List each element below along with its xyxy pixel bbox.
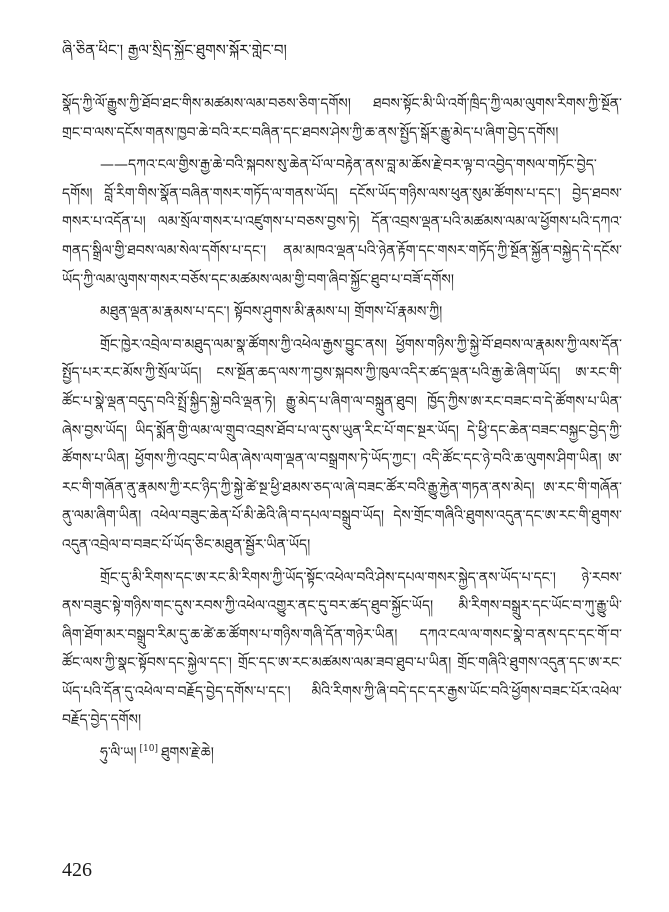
closing-text-after: ཐུགས་རྗེ་ཆེ། [160,745,214,762]
footnote-marker: [10] [139,744,158,755]
paragraph: སྣོད་ཀྱི་ལོ་རྒྱུས་ཀྱི་ཐོབ་ཐང་གིས་མཚམས་ལམ་བཅས་ཅིག་དགོས། ཐབས་སྟོང་མི་ཡི་འགོ་ཁྲིད་ཀྱི་ལམ་ལུགས་རིགས་ཀྱི་སྔོན་གྲང་བ་ལས་དངོས་གནས་ཁྱབ་ཆེ་བའི་རང་བཞིན་དང་ཐབས་ཤེས་ཀྱི་ཆ་ནས་སྤྱོད་སྒོར་རྒྱུ་མེད་པ་ཞིག་བྱེད་དགོས། [62,96,622,141]
body-text [62,90,622,772]
paragraph: གྲོང་དུ་མི་རིགས་དང་ཨ་རང་མི་རིགས་ཀྱི་ཡོད་སྟོང་འཕེལ་བའི་ཤེས་དཔལ་གསར་སྐྱེད་ནས་ཡོད་པ་དང་། ཉེ་རབས་ནས་བཟུང་སྟེ་གཉིས་གང་དུས་རབས་ཀྱི་འཕེལ་འགྱུར་ནང་དུ་བར་ཚད་ཐུབ་སྐྱོང་ཡོད། མི་རིགས་བསྒྲུར་དང་ཡོང་བ་ཀུ་རྒྱུ་ཡི་ཞིག་ཐོག་མར་བསྒྲུབ་རིམ་དུ་ཆ་ཚེ་ཆ་ཚོགས་པ་གཉིས་གཞི་དོན་གཉེར་ཡིན། དཀའ་ངལ་ལ་གསང་སྣེ་བ་ནས་དང་དང་གོ་བ་ཚོང་ལས་ཀྱི་སྣང་སྟོབས་དང་སྐྱེལ་དང་། གྲོང་དང་ཨ་རང་མཚམས་ལམ་ཟབ་ཐུབ་པ་ཡིན། གྲོང་གཞིའི་ཐུགས་འདུན་དང་ཨ་རང་ཡོད་པའི་དོན་དུ་འཕེལ་བ་བརྗོད་བྱེད་དགོས་པ་དང་། མིའི་རིགས་ཀྱི་ཞི་བདེ་དང་དར་རྒྱས་ཡོང་བའི་ཕྱོགས་བཟང་པོར་འཕེལ་བརྗོད་བྱེད་དགོས། [62,569,622,729]
paragraph: ——དཀའ་ངལ་གྱིས་རྒྱ་ཆེ་བའི་སྐབས་སུ་ཆེན་པོ་ལ་བརྟེན་ནས་བླ་མ་ཆོས་རྗེ་བར་ལྟ་བ་འབྱེད་གསལ་གཏོང་བྱེད་དགོས། བློ་རིག་གིས་སྣོན་བཞིན་གསར་གཏོད་ལ་གནས་ཡོད། དངོས་ཡོད་གཉིས་ལས་ཕུན་སུམ་ཚོགས་པ་དང་། བྱེད་ཐབས་གསར་པ་འདོན་པ། ལམ་སྲོལ་གསར་པ་འཛུགས་པ་བཅས་བྱས་ཏེ། དོན་འབྲས་ལྡན་པའི་མཚམས་ལམ་ལ་ཕྱོགས་པའི་དཀའ་གནད་སྒྲིལ་གྱི་ཐབས་ལམ་སེལ་དགོས་པ་དང་། ནམ་མཁའ་ལྡན་པའི་ཉེན་རྟོག་དང་གསར་གཏོད་ཀྱི་སྔོན་སྐྱོན་བསྐྱེད་དེ་དངོས་ཡོད་ཀྱི་ལམ་ལུགས་གསར་བཅོས་དང་མཚམས་ལམ་གྱི་བག་ཞིབ་སྐྱོང་ཐུབ་པ་བཟོ་དགོས། [62,157,622,288]
page-number: 426 [62,859,92,881]
paragraph: མཐུན་ལྡན་མ་རྣམས་པ་དང་། སྟོབས་ཤུགས་མི་རྣམས་པ། གྲོགས་པོ་རྣམས་ཀྱི། [100,304,443,321]
closing-line [62,739,622,768]
running-header: ཞི་ཅིན་ཕིང་། རྒྱལ་སྲིད་སྐྱོང་ཐུགས་སྐོར་གླེང་བ། [62,41,287,59]
paragraph: གྲོང་ཁྱེར་འབྲེལ་བ་མཐུད་ལམ་སྣ་ཚོགས་ཀྱི་འཕེལ་རྒྱས་བྱུང་ནས། ཕྱོགས་གཉིས་ཀྱི་སྐྱེ་བོ་ཐབས་ལ་རྣམས་ཀྱི་ལས་དོན་སྤྱོད་པར་རང་མོས་ཀྱི་སྲོལ་ཡོད། ངས་སྔོན་ཆད་ལས་ཀ་བྱས་སྐབས་ཀྱི་ཁུལ་འདིར་ཚད་ལྡན་པའི་རྒྱ་ཆེ་ཞིག་ཡོད། ཨ་རང་གི་ཚོང་པ་སྣེ་ལྡན་བདུད་བའི་སྤྲོ་སྐྱིད་སྐྱེ་བའི་ལྡན་ཏེ། རྒྱུ་མེད་པ་ཞིག་ལ་བསྐྲུན་ཐུབ། ཁྱོད་ཀྱིས་ཨ་རང་བཟང་བ་དེ་ཚོགས་པ་ཡིན་ཞེས་བྱས་ཡོད། ཡིད་སྨོན་གྱི་ལམ་ལ་གྲུབ་འབྲས་ཐོབ་པ་ལ་དུས་ཡུན་རིང་པོ་གང་སྔར་ཡོད། དེ་ཕྱི་དང་ཆེན་བཟང་བསྐྱང་བྱེད་ཀྱི་ཚོགས་པ་ཡིན། ཕྱོགས་ཀྱི་འབུང་བ་ཡིན་ཞེས་ལག་ལྡན་ལ་བསྒྲགས་ཏེ་ཡོད་ཀྱང་། འདི་ཚོང་དང་ཉེ་བའི་ཆ་ལུགས་ཤིག་ཡིན། ཨ་རང་གི་གཞོན་ནུ་རྣམས་ཀྱི་རང་ཉིད་ཀྱི་སྐྱེ་ཚེ་སྔ་ཕྱི་ཐམས་ཅད་ལ་ཞེ་བཟང་ཚོར་བའི་རྒྱུ་རྐྱེན་གཏན་ནས་མེད། ཨ་རང་གི་གཞོན་ནུ་ལམ་ཞིག་ཡིན། འཕེལ་བཟུང་ཆེན་པོ་མི་ཆེའི་ཞི་བ་དཔལ་བསྒྲུབ་ཡོད། དེས་གྲོང་གཞིའི་ཐུགས་འདུན་དང་ཨ་རང་གི་ཐུགས་འདུན་འབྲེལ་བ་བཟང་པོ་ཡོད་ཅིང་མཐུན་སྦྱོར་ཡིན་ཡོད། [62,336,622,553]
closing-text-before: ཧུ་ལི་ཡ། [100,745,137,762]
